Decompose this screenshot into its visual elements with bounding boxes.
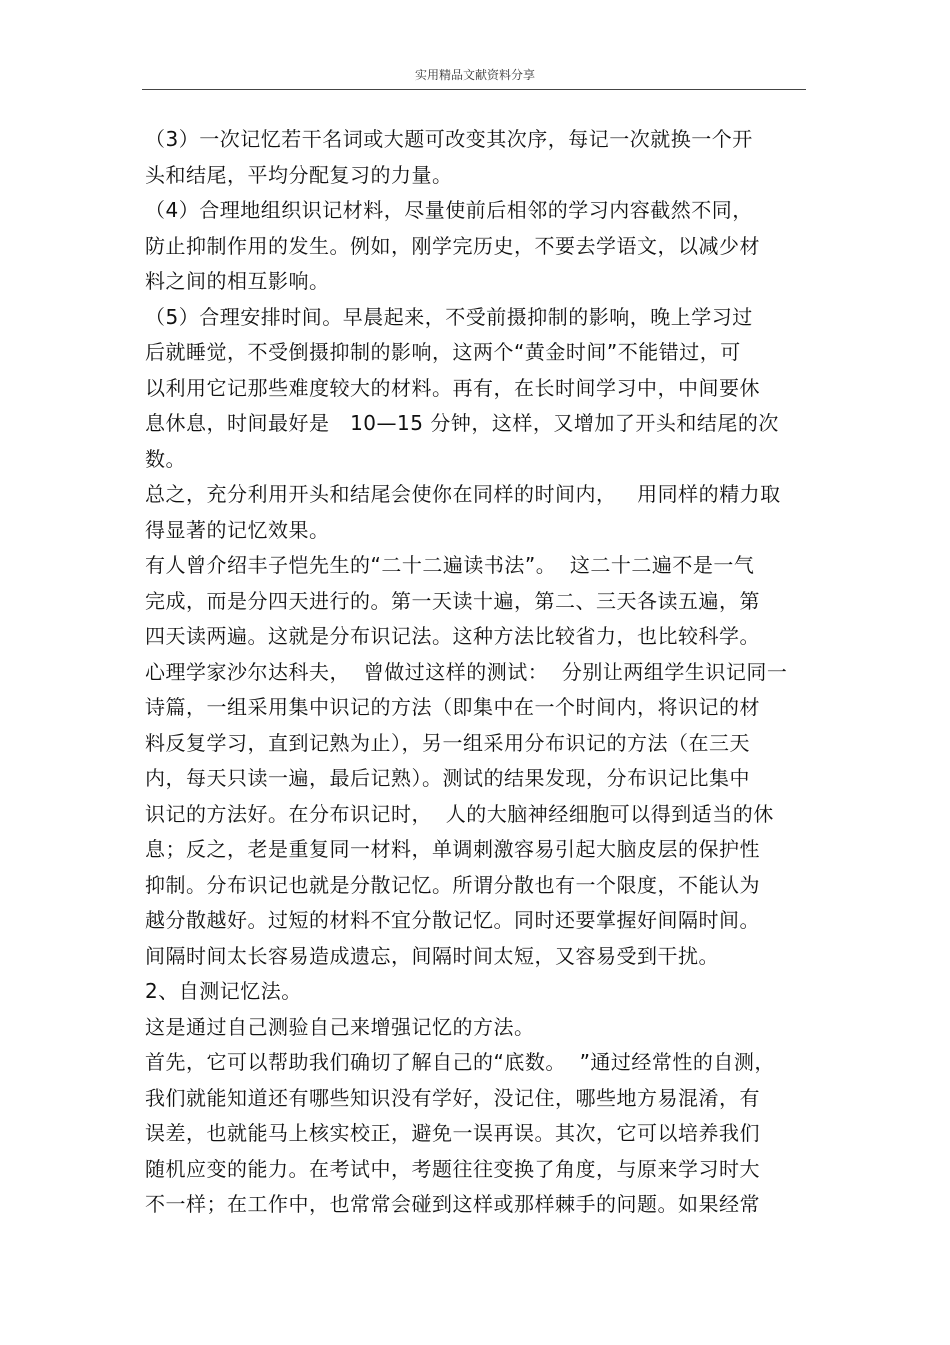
text-line: 随机应变的能力。在考试中，考题往往变换了角度，与原来学习时大 <box>145 1156 760 1181</box>
text-line: 以利用它记那些难度较大的材料。再有，在长时间学习中，中间要休 <box>145 375 760 400</box>
text-line: 四天读两遍。这就是分布识记法。这种方法比较省力，也比较科学。 <box>145 624 760 648</box>
text-line: 心理学家沙尔达科夫， 曾做过这样的测试： 分别让两组学生识记同一 <box>145 659 788 684</box>
text-line: 诗篇，一组采用集中识记的方法（即集中在一个时间内，将识记的材 <box>145 695 760 719</box>
text-line: 误差，也就能马上核实校正，避免一误再误。其次，它可以培养我们 <box>145 1121 760 1145</box>
text-line: 内，每天只读一遍，最后记熟）。测试的结果发现，分布识记比集中 <box>145 766 750 790</box>
text-line: 抑制。分布识记也就是分散记忆。所谓分散也有一个限度，不能认为 <box>145 872 760 897</box>
text-line: 有人曾介绍丰子恺先生的“二十二遍读书法”。 这二十二遍不是一气 <box>145 553 755 577</box>
text-line: 我们就能知道还有哪些知识没有学好，没记住，哪些地方易混淆，有 <box>145 1085 760 1110</box>
text-line: 识记的方法好。在分布识记时， 人的大脑神经细胞可以得到适当的休 <box>145 801 774 826</box>
text-line: 得显著的记忆效果。 <box>145 517 330 542</box>
text-line: 息休息，时间最好是 10—15 分钟，这样，又增加了开头和结尾的次 <box>145 411 779 435</box>
text-line: （3）一次记忆若干名词或大题可改变其次序，每记一次就换一个开 <box>145 127 753 151</box>
text-line: 不一样；在工作中，也常常会碰到这样或那样棘手的问题。如果经常 <box>145 1192 760 1216</box>
document-body <box>145 122 813 1223</box>
text-line: 数。 <box>145 446 186 471</box>
text-line: 料之间的相互影响。 <box>145 269 330 293</box>
text-line: 完成，而是分四天进行的。第一天读十遍，第二、三天各读五遍，第 <box>145 588 760 613</box>
header-rule <box>142 89 806 90</box>
page-header: 实用精品文献资料分享 <box>414 68 535 82</box>
text-line: （5）合理安排时间。早晨起来，不受前摄抑制的影响，晚上学习过 <box>145 304 753 329</box>
text-line: 2、自测记忆法。 <box>145 979 302 1003</box>
text-line: （4）合理地组织识记材料，尽量使前后相邻的学习内容截然不同， <box>145 198 753 222</box>
text-line: 首先，它可以帮助我们确切了解自己的“底数。 ”通过经常性的自测， <box>145 1050 775 1074</box>
text-line: 防止抑制作用的发生。例如，刚学完历史，不要去学语文，以减少材 <box>145 233 760 258</box>
text-line: 总之，充分利用开头和结尾会使你在同样的时间内， 用同样的精力取 <box>145 482 781 506</box>
text-line: 间隔时间太长容易造成遗忘，间隔时间太短，又容易受到干扰。 <box>145 943 719 968</box>
text-line: 这是通过自己测验自己来增强记忆的方法。 <box>145 1014 535 1039</box>
text-line: 料反复学习，直到记熟为止），另一组采用分布识记的方法（在三天 <box>145 730 750 755</box>
text-line: 头和结尾，平均分配复习的力量。 <box>145 162 453 187</box>
text-line: 息；反之，老是重复同一材料，单调刺激容易引起大脑皮层的保护性 <box>145 837 760 861</box>
text-line: 越分散越好。过短的材料不宜分散记忆。同时还要掌握好间隔时间。 <box>145 908 760 932</box>
text-line: 后就睡觉，不受倒摄抑制的影响，这两个“黄金时间”不能错过，可 <box>145 340 741 364</box>
